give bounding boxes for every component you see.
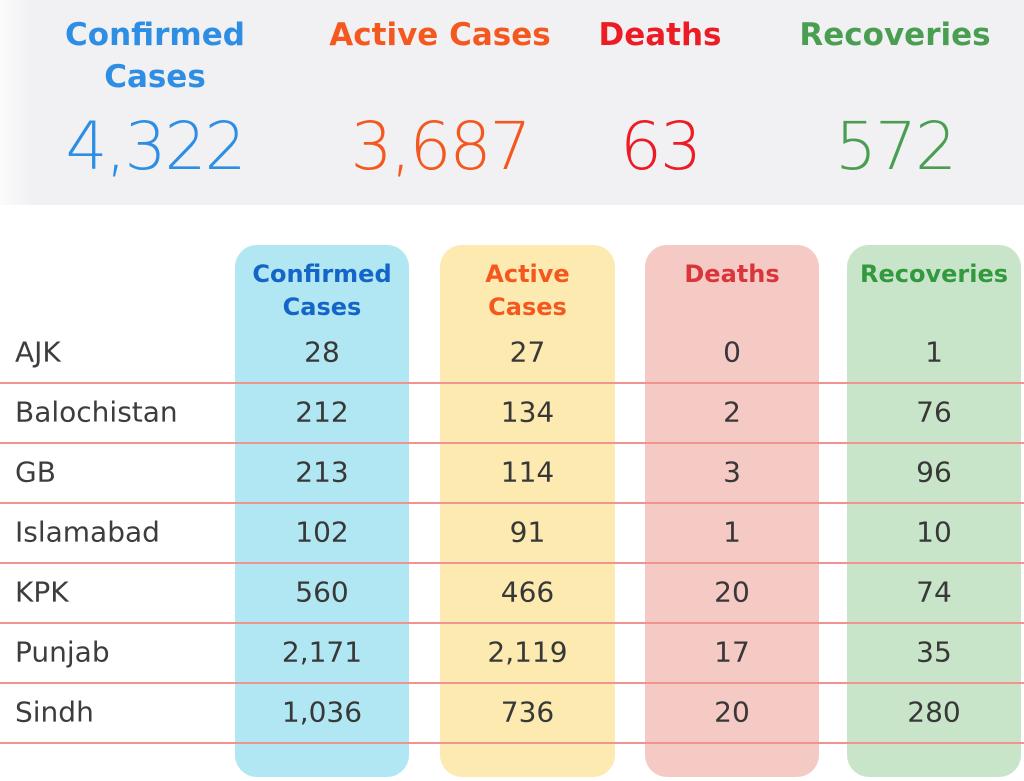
summary-value-recoveries: 572 (835, 108, 955, 185)
table-row (0, 442, 1024, 504)
summary-value-active: 3,687 (350, 108, 530, 185)
summary-panel (0, 0, 1024, 205)
region-label: Islamabad (15, 515, 160, 549)
table-row (0, 322, 1024, 384)
summary-label-deaths: Deaths (598, 17, 722, 53)
cell-recoveries: 74 (916, 575, 952, 609)
region-label: GB (15, 455, 56, 489)
table-row (0, 682, 1024, 744)
column-header-recoveries: Recoveries (859, 260, 1009, 288)
cell-confirmed: 28 (304, 335, 340, 369)
cell-confirmed: 102 (295, 515, 349, 549)
summary-label-confirmed: Confirmed Cases (65, 17, 245, 95)
region-label: Punjab (15, 635, 110, 669)
summary-card-active (300, 14, 580, 184)
cell-recoveries: 76 (916, 395, 952, 429)
table-row (0, 622, 1024, 684)
cell-recoveries: 1 (925, 335, 943, 369)
cell-deaths: 20 (714, 695, 750, 729)
region-label: Balochistan (15, 395, 178, 429)
summary-value-deaths: 63 (620, 108, 700, 185)
cell-active: 114 (500, 455, 555, 489)
cell-confirmed: 2,171 (281, 635, 363, 669)
region-label: AJK (15, 335, 61, 369)
column-header-active: Active Cases (485, 260, 570, 321)
table-row (0, 562, 1024, 624)
cell-active: 466 (500, 575, 555, 609)
cell-deaths: 1 (723, 515, 741, 549)
region-label: KPK (15, 575, 69, 609)
cell-deaths: 17 (714, 635, 750, 669)
cell-recoveries: 35 (916, 635, 952, 669)
cell-active: 91 (509, 515, 546, 549)
cell-confirmed: 560 (295, 575, 349, 609)
cell-active: 2,119 (487, 635, 568, 669)
summary-label-recoveries: Recoveries (799, 17, 991, 53)
column-header-deaths: Deaths (684, 260, 780, 288)
cell-confirmed: 213 (295, 455, 349, 489)
summary-value-confirmed: 4,322 (65, 108, 245, 185)
summary-label-active: Active Cases (329, 17, 551, 53)
cell-confirmed: 1,036 (281, 695, 363, 729)
cell-recoveries: 280 (907, 695, 961, 729)
column-header-confirmed: Confirmed Cases (252, 260, 392, 321)
cell-recoveries: 10 (916, 515, 952, 549)
cell-active: 736 (500, 695, 555, 729)
region-label: Sindh (15, 695, 94, 729)
table-row (0, 502, 1024, 564)
cell-active: 134 (500, 395, 555, 429)
cell-recoveries: 96 (916, 455, 952, 489)
summary-card-deaths (575, 14, 745, 184)
summary-card-confirmed (35, 14, 275, 184)
summary-card-recoveries (775, 14, 1015, 184)
cell-deaths: 20 (714, 575, 750, 609)
cell-confirmed: 212 (295, 395, 349, 429)
cell-deaths: 3 (723, 455, 741, 489)
table-row (0, 382, 1024, 444)
cell-deaths: 0 (723, 335, 741, 369)
cell-deaths: 2 (723, 395, 741, 429)
cell-active: 27 (509, 335, 546, 369)
